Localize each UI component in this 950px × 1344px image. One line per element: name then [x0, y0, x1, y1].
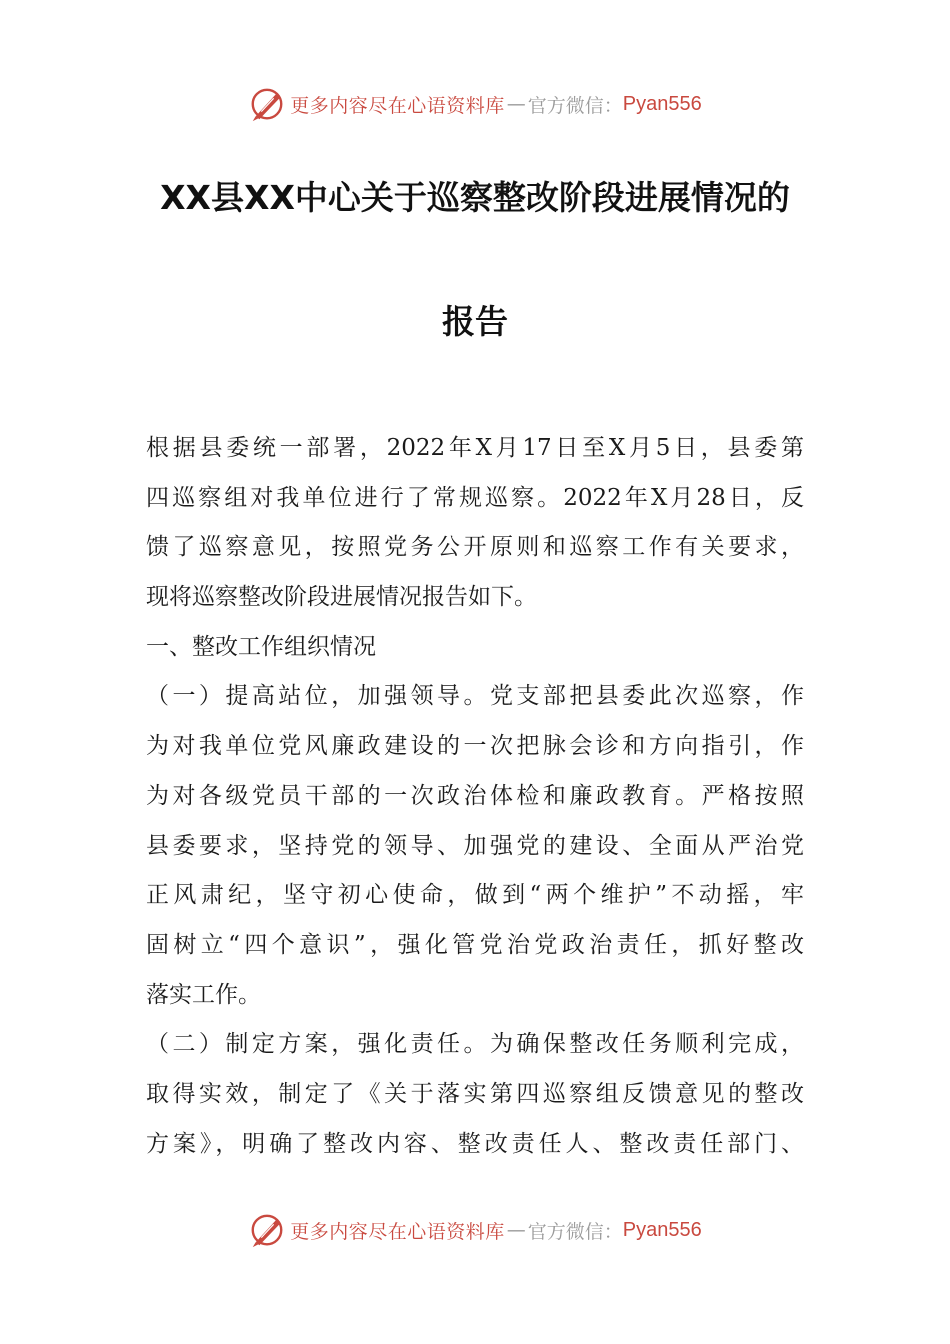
pen-nib-logo-icon [248, 85, 286, 123]
document-title-line-1: XX县XX中心关于巡察整改阶段进展情况的 [160, 178, 790, 217]
body-line: 县委要求，坚持党的领导、加强党的建设、全面从严治党 [146, 832, 804, 859]
section-heading: 一、整改工作组织情况 [146, 633, 376, 660]
banner-dash: — [506, 93, 526, 115]
banner-wechat-id: Pyan556 [622, 92, 702, 115]
footer-banner [0, 1208, 950, 1252]
body-line: （一）提高站位，加强领导。党支部把县委此次巡察，作 [146, 683, 804, 710]
body-line: 现将巡察整改阶段进展情况报告如下。 [146, 584, 537, 611]
banner-wechat-id: Pyan556 [622, 1218, 702, 1241]
banner-wechat-label: 官方微信： [527, 94, 623, 117]
body-line: 馈了巡察意见，按照党务公开原则和巡察工作有关要求， [146, 534, 804, 561]
banner-slogan: 更多内容尽在心语资料库 [290, 1220, 505, 1243]
banner-wechat-label: 官方微信： [527, 1220, 623, 1243]
body-line: 根据县委统一部署，2022年X月17日至X月5日，县委第 [146, 435, 804, 461]
banner-dash: — [506, 1219, 526, 1241]
body-line: （二）制定方案，强化责任。为确保整改任务顺利完成， [146, 1031, 804, 1058]
body-line: 取得实效，制定了《关于落实第四巡察组反馈意见的整改 [146, 1080, 804, 1107]
document-title-line-2: 报告 [442, 302, 508, 341]
body-line: 正风肃纪，坚守初心使命，做到“两个维护”不动摇，牢 [146, 882, 804, 909]
body-line: 为对我单位党风廉政建设的一次把脉会诊和方向指引，作 [146, 733, 804, 760]
document-body [146, 424, 804, 1169]
body-line: 为对各级党员干部的一次政治体检和廉政教育。严格按照 [146, 782, 804, 809]
banner-slogan: 更多内容尽在心语资料库 [290, 94, 505, 117]
header-banner [0, 82, 950, 126]
body-line: 落实工作。 [146, 981, 261, 1008]
pen-nib-logo-icon [248, 1211, 286, 1249]
body-line: 固树立“四个意识”，强化管党治党政治责任，抓好整改 [146, 931, 804, 958]
body-line: 方案》，明确了整改内容、整改责任人、整改责任部门、 [146, 1130, 804, 1157]
body-line: 四巡察组对我单位进行了常规巡察。2022年X月28日，反 [146, 484, 804, 511]
